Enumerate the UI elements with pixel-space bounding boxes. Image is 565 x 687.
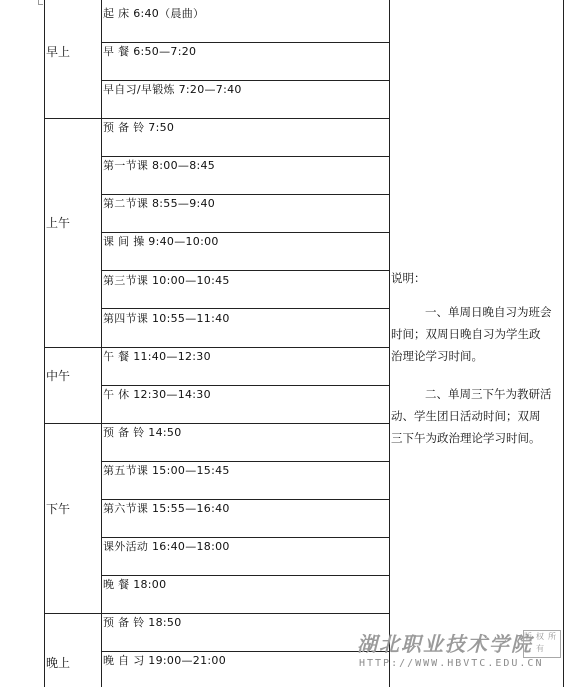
period-label-noon: 中午	[46, 369, 71, 383]
row-divider	[101, 270, 390, 271]
table-right-border	[563, 0, 564, 687]
period-divider	[44, 347, 390, 348]
period-label-evening: 晚上	[46, 656, 71, 670]
period-label-forenoon: 上午	[46, 216, 71, 230]
row-divider	[101, 575, 390, 576]
notes-line: 二、单周三下午为教研活	[425, 387, 552, 401]
schedule-item: 预 备 铃 18:50	[103, 616, 182, 629]
row-divider	[101, 651, 390, 652]
row-divider	[101, 156, 390, 157]
schedule-item: 早自习/早锻炼 7:20—7:40	[103, 83, 242, 96]
row-divider	[101, 80, 390, 81]
schedule-item: 课 间 操 9:40—10:00	[103, 235, 219, 248]
watermark-title: 湖北职业技术学院	[357, 632, 533, 656]
schedule-item: 第二节课 8:55—9:40	[103, 197, 216, 210]
notes-line: 动、学生团日活动时间；双周	[391, 409, 541, 423]
schedule-item: 晚 餐 18:00	[103, 578, 167, 591]
table-corner-mark	[38, 0, 43, 5]
period-label-afternoon: 下午	[46, 502, 71, 516]
row-divider	[101, 461, 390, 462]
site-watermark	[355, 628, 565, 687]
schedule-item: 第四节课 10:55—11:40	[103, 312, 230, 325]
schedule-item: 预 备 铃 14:50	[103, 426, 182, 439]
row-divider	[101, 232, 390, 233]
schedule-item: 午 休 12:30—14:30	[103, 388, 211, 401]
period-column-divider	[101, 0, 102, 687]
watermark-url: HTTP://WWW.HBVTC.EDU.CN	[359, 658, 544, 669]
period-divider	[44, 423, 390, 424]
row-divider	[101, 308, 390, 309]
row-divider	[101, 499, 390, 500]
table-left-border	[44, 0, 45, 687]
period-divider	[44, 118, 390, 119]
watermark-stamp: 版权所有	[523, 630, 561, 658]
period-label-morning: 早上	[46, 45, 71, 59]
row-divider	[101, 42, 390, 43]
row-divider	[101, 385, 390, 386]
notes-line: 治理论学习时间。	[391, 349, 483, 363]
schedule-item: 第一节课 8:00—8:45	[103, 159, 216, 172]
schedule-item: 午 餐 11:40—12:30	[103, 350, 211, 363]
notes-line: 三下午为政治理论学习时间。	[391, 431, 541, 445]
notes-line: 一、单周日晚自习为班会	[425, 305, 552, 319]
schedule-item: 早 餐 6:50—7:20	[103, 45, 197, 58]
schedule-item: 第三节课 10:00—10:45	[103, 274, 230, 287]
notes-column-divider	[389, 0, 390, 687]
schedule-item: 第五节课 15:00—15:45	[103, 464, 230, 477]
schedule-item: 起 床 6:40（晨曲）	[103, 7, 205, 20]
schedule-item: 第六节课 15:55—16:40	[103, 502, 230, 515]
schedule-item: 课外活动 16:40—18:00	[103, 540, 230, 553]
notes-title: 说明：	[391, 271, 426, 285]
schedule-item: 晚 自 习 19:00—21:00	[103, 654, 226, 667]
schedule-item: 预 备 铃 7:50	[103, 121, 175, 134]
row-divider	[101, 537, 390, 538]
row-divider	[101, 194, 390, 195]
notes-line: 时间；双周日晚自习为学生政	[391, 327, 541, 341]
period-divider	[44, 613, 390, 614]
